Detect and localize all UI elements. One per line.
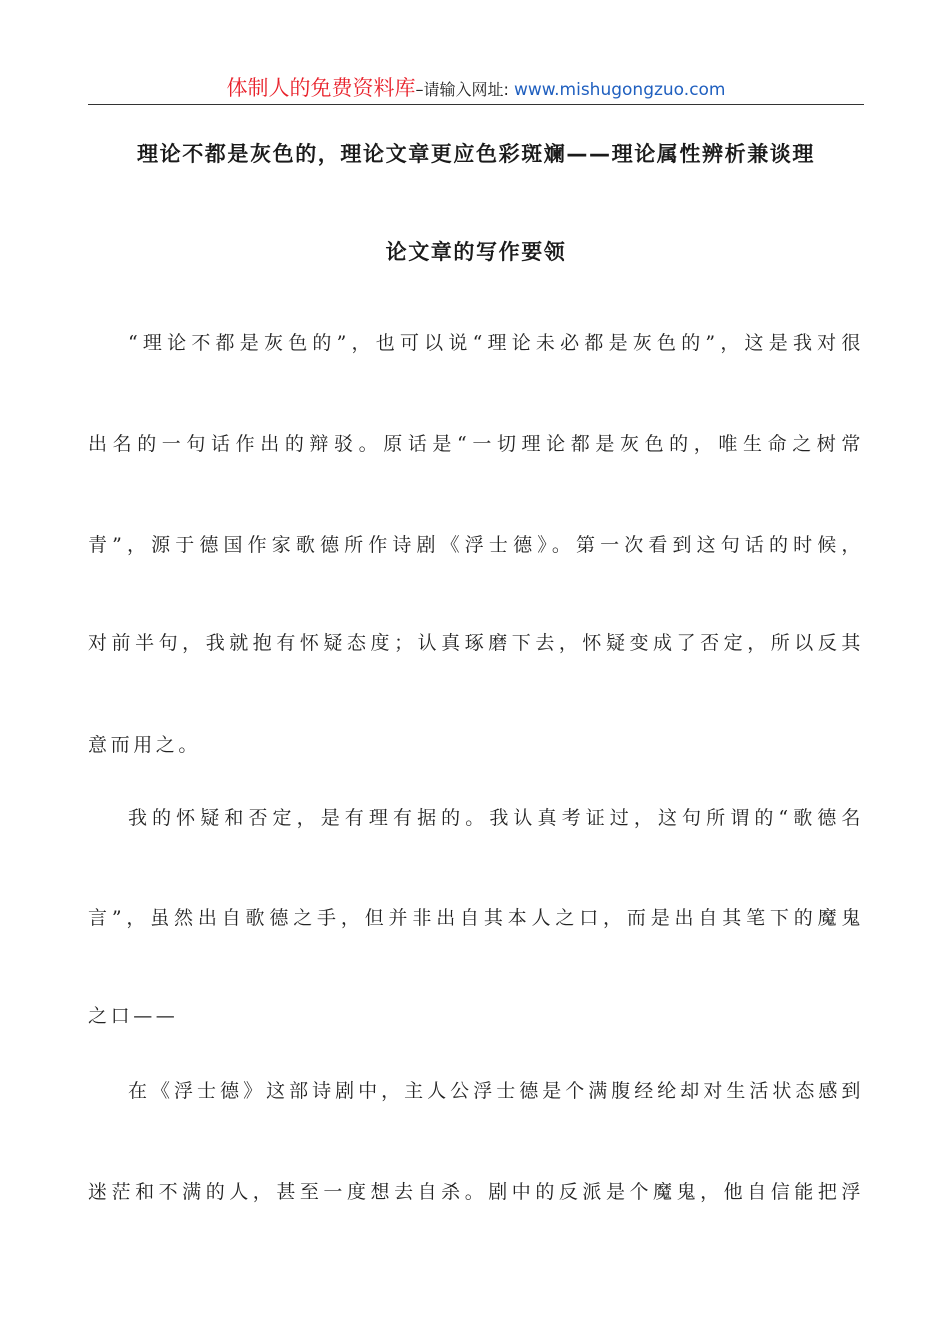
paragraph-1-line-3: 青”，源于德国作家歌德所作诗剧《浮士德》。第一次看到这句话的时候，	[88, 534, 864, 556]
paragraph-1-line-4: 对前半句，我就抱有怀疑态度；认真琢磨下去，怀疑变成了否定，所以反其	[88, 632, 864, 654]
site-brand: 体制人的免费资料库	[226, 76, 416, 100]
url-prompt: –请输入网址:	[415, 80, 509, 99]
paragraph-2-line-3: 之口——	[88, 1005, 179, 1027]
paragraph-2-line-1: 我的怀疑和否定，是有理有据的。我认真考证过，这句所谓的“歌德名	[128, 807, 864, 829]
paragraph-1-line-5: 意而用之。	[88, 734, 202, 756]
paragraph-3-line-2: 迷茫和不满的人，甚至一度想去自杀。剧中的反派是个魔鬼，他自信能把浮	[88, 1181, 864, 1203]
site-header	[88, 72, 864, 105]
document-title-line-2: 论文章的写作要领	[385, 240, 567, 264]
paragraph-1-line-1: “理论不都是灰色的”，也可以说“理论未必都是灰色的”，这是我对很	[128, 332, 864, 354]
paragraph-1-line-2: 出名的一句话作出的辩驳。原话是“一切理论都是灰色的，唯生命之树常	[88, 433, 864, 455]
site-url-link[interactable]: www.mishugongzuo.com	[513, 80, 726, 100]
paragraph-3-line-1: 在《浮士德》这部诗剧中，主人公浮士德是个满腹经纶却对生活状态感到	[128, 1080, 864, 1102]
document-title-line-1: 理论不都是灰色的，理论文章更应色彩斑斓——理论属性辨析兼谈理	[137, 142, 815, 166]
paragraph-2-line-2: 言”，虽然出自歌德之手，但并非出自其本人之口，而是出自其笔下的魔鬼	[88, 907, 864, 929]
